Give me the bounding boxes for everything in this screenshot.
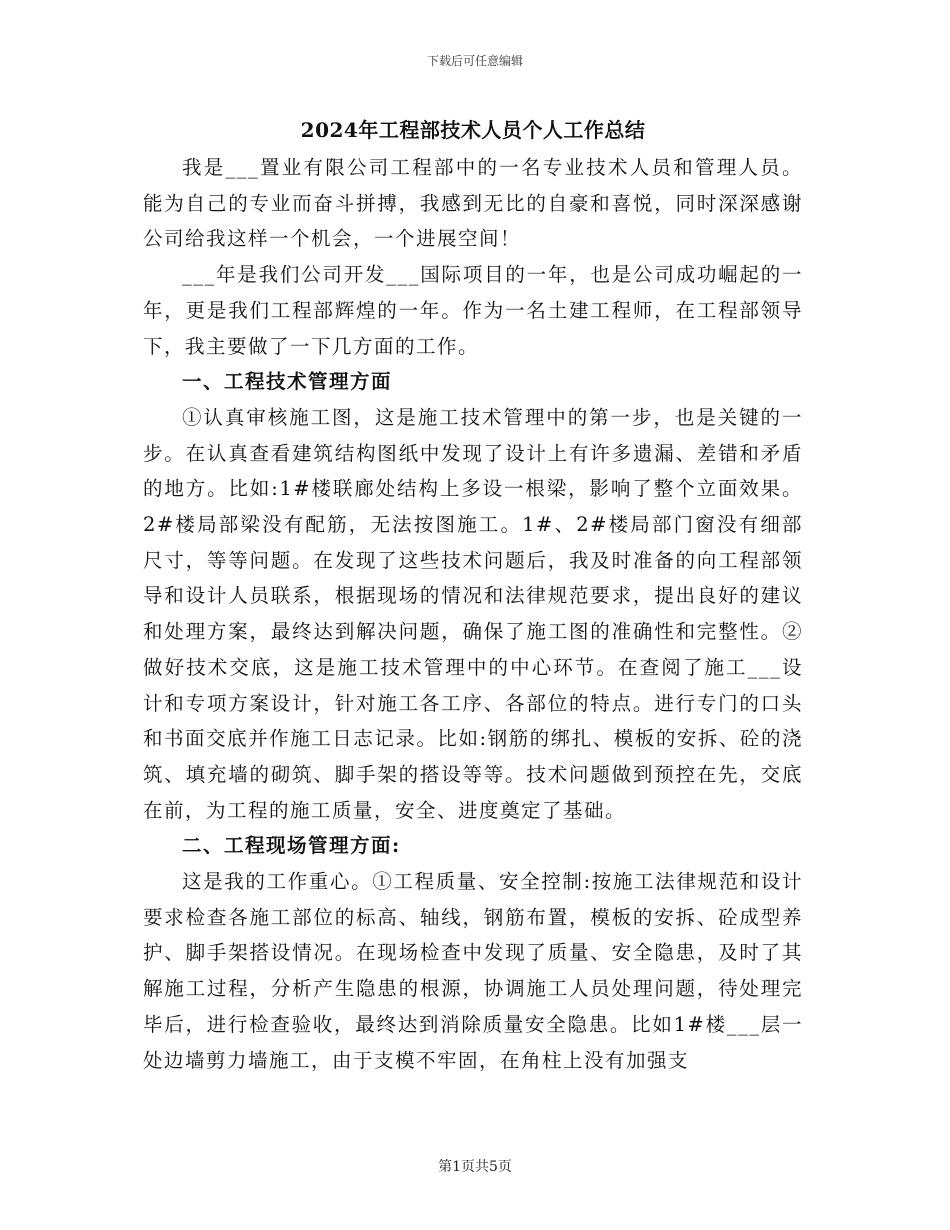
document-body <box>143 112 803 1078</box>
paragraph-year: ___年是我们公司开发___国际项目的一年，也是公司成功崛起的一年，更是我们工程部辉煌的一年。作为一名土建工程师，在工程部领导下，我主要做了一下几方面的工作。 <box>143 263 803 358</box>
section-heading-technical: 一、工程技术管理方面 <box>182 370 393 394</box>
page-footer: 第1页共5页 <box>438 1159 512 1175</box>
paragraph-technical: ①认真审核施工图，这是施工技术管理中的第一步，也是关键的一步。在认真查看建筑结构图纸中发现了设计上有许多遗漏、差错和矛盾的地方。比如:1#楼联廊处结构上多设一根梁，影响了整个立面效果。2#楼局部梁没有配筋，无法按图施工。1#、2#楼局部门窗没有细部尺寸，等等问题。在发现了这些技术问题后，我及时准备的向工程部领导和设计人员联系，根据现场的情况和法律规范要求，提出良好的建议和处理方案，最终达到解决问题，确保了施工图的准确性和完整性。②做好技术交底，这是施工技术管理中的中心环节。在查阅了施工___设计和专项方案设计，针对施工各工序、各部位的特点。进行专门的口头和书面交底并作施工日志记录。比如:钢筋的绑扎、模板的安拆、砼的浇筑、填充墙的砌筑、脚手架的搭设等等。技术问题做到预控在先，交底在前，为工程的施工质量，安全、进度奠定了基础。 <box>143 405 803 822</box>
paragraph-site: 这是我的工作重心。①工程质量、安全控制:按施工法律规范和设计要求检查各施工部位的标高、轴线，钢筋布置，模板的安拆、砼成型养护、脚手架搭设情况。在现场检查中发现了质量、安全隐患，及时了其解施工过程，分析产生隐患的根源，协调施工人员处理问题，待处理完毕后，进行检查验收，最终达到消除质量安全隐患。比如1#楼___层一处边墙剪力墙施工，由于支模不牢固，在角柱上没有加强支 <box>143 870 803 1072</box>
section-heading-site: 二、工程现场管理方面: <box>182 834 401 858</box>
paragraph-intro: 我是___置业有限公司工程部中的一名专业技术人员和管理人员。能为自己的专业而奋斗拼搏，我感到无比的自豪和喜悦，同时深深感谢公司给我这样一个机会，一个进展空间！ <box>143 156 803 251</box>
document-title: 2024年工程部技术人员个人工作总结 <box>300 118 646 142</box>
page-header: 下载后可任意编辑 <box>426 54 523 68</box>
